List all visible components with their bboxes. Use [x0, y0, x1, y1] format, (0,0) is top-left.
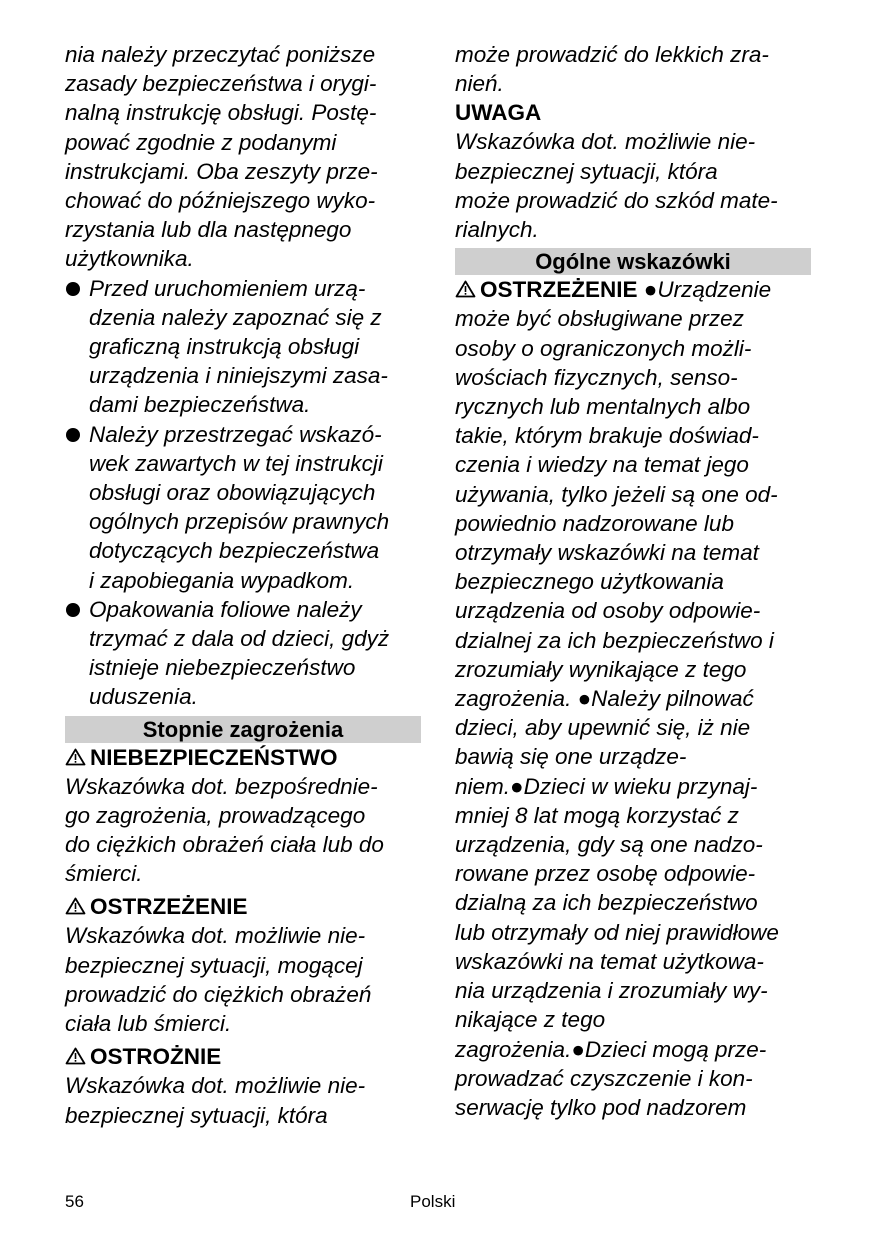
intro-text: nia należy przeczytać poniższe zasady bezpieczeństwa i orygi- nalną instrukcję obsługi. Postę- pować zgodnie z podanymi instrukcjami. Oba zeszyty prze- chować do późniejszego wyko- rzystania lub dla następnego użytkownika. [65, 42, 378, 272]
warning-heading [65, 892, 421, 921]
list-item-text: Przed uruchomieniem urzą- dzenia należy zapoznać się z graficzną instrukcją obsługi urządzenia i niniejszymi zasa- dami bezpieczeństwa. [89, 275, 388, 418]
warning-triangle-icon [455, 280, 476, 298]
warning-triangle-icon [65, 748, 86, 766]
warning-description: Wskazówka dot. możliwie nie- bezpiecznej sytuacji, mogącej prowadzić do ciężkich obrażeń ciała lub śmierci. [65, 923, 372, 1037]
bullet-dot-icon [66, 428, 80, 442]
bullet-dot-icon [66, 282, 80, 296]
list-item [65, 595, 421, 712]
footer-language: Polski [410, 1192, 456, 1211]
danger-heading [65, 743, 421, 772]
general-first-text: ●Urządzenie [643, 277, 772, 303]
warning-triangle-icon [65, 897, 86, 915]
general-warning-heading [455, 277, 644, 302]
danger-description: Wskazówka dot. bezpośrednie- go zagrożenia, prowadzącego do ciężkich obrażeń ciała lub do śmierci. [65, 773, 384, 887]
list-item [65, 420, 421, 595]
caution-description: Wskazówka dot. możliwie nie- bezpiecznej sytuacji, która [65, 1073, 366, 1128]
section-heading-hazard-levels: Stopnie zagrożenia [65, 716, 421, 743]
page-number: 56 [65, 1192, 84, 1211]
general-warning-title: OSTRZEŻENIE [480, 277, 638, 303]
list-item [65, 274, 421, 420]
general-notes-body: może być obsługiwane przez osoby o ograniczonych możli- wościach fizycznych, senso- rycznych lub mentalnych albo takie, którym brakuje doświad- czenia i wiedzy na temat jego używania, tylko jeżeli są one od- powiednio nadzorowane lub otrzymały wskazówki na temat bezpiecznego użytkowania urządzenia od osoby odpowie- dzialnej za ich bezpieczeństwo i zrozumiały wynikające z tego zagrożenia. ●Należy pilnować dzieci, aby upewnić się, iż nie bawią się one urządze- niem.●Dzieci w wieku przynaj- mniej 8 lat mogą korzystać z urządzenia, gdy są one nadzo- rowane przez osobę odpowie- dzialną za ich bezpieczeństwo lub otrzymały od niej prawidłowe wskazówki na temat użytkowa- nia urządzenia i zrozumiały wy- nikające z tego zagrożenia.●Dzieci mogą prze- prowadzać czyszczenie i kon- serwację tylko pod nadzorem [455, 306, 779, 1120]
right-column [455, 40, 811, 1122]
list-item-text: Należy przestrzegać wskazó- wek zawartych w tej instrukcji obsługi oraz obowiązujących ogólnych przepisów prawnych dotyczących bezpieczeństwa i zapobiegania wypadkom. [89, 421, 390, 593]
notice-heading: UWAGA [455, 100, 542, 126]
warning-title: OSTRZEŻENIE [90, 894, 248, 920]
caution-heading [65, 1042, 421, 1071]
warning-triangle-icon [65, 1047, 86, 1065]
caution-description-continued: może prowadzić do lekkich zra- nień. [455, 42, 769, 97]
caution-title: OSTROŻNIE [90, 1044, 222, 1070]
notice-description: Wskazówka dot. możliwie nie- bezpiecznej sytuacji, która może prowadzić do szkód mate- rialnych. [455, 129, 778, 243]
list-item-text: Opakowania foliowe należy trzymać z dala od dzieci, gdyż istnieje niebezpieczeństwo uduszenia. [89, 596, 390, 710]
bullet-dot-icon [66, 603, 80, 617]
general-notes-text [455, 275, 811, 1122]
section-heading-general-notes: Ogólne wskazówki [455, 248, 811, 275]
danger-title: NIEBEZPIECZEŃSTWO [90, 744, 338, 770]
left-column [65, 40, 421, 1130]
